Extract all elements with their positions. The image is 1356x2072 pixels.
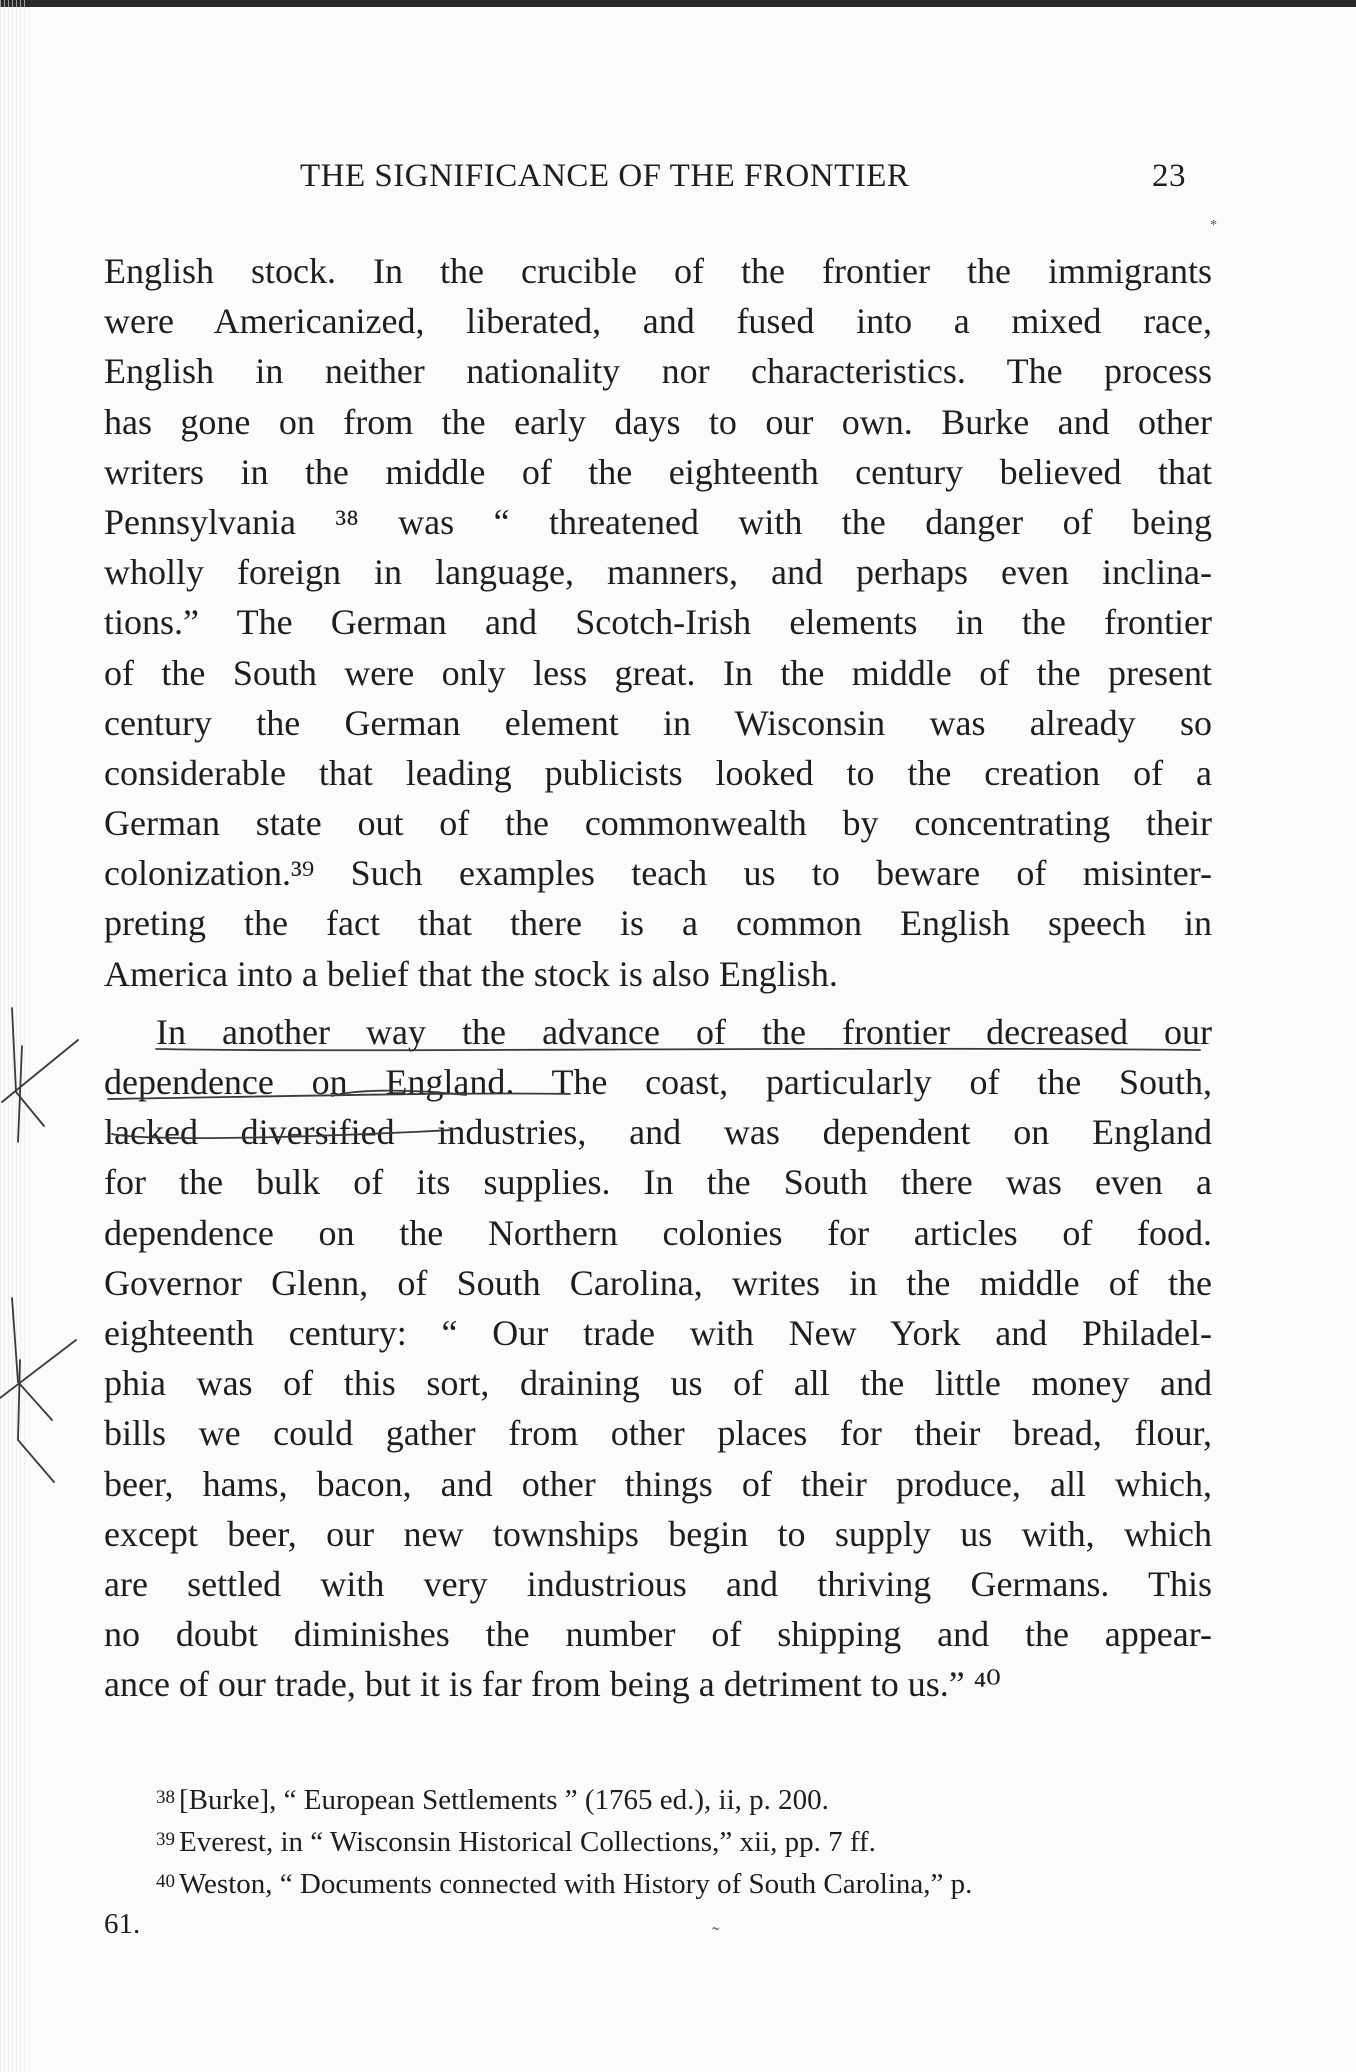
text-line: English stock. In the crucible of the frontier the immigrants [104, 251, 1212, 291]
text-line: wholly foreign in language, manners, and perhaps even inclina- [104, 552, 1212, 593]
body-text [104, 246, 1212, 1709]
footnote-text: Weston, “ Documents connected with History of South Carolina,” p. [179, 1868, 973, 1900]
text-line: German state out of the commonwealth by concentrating their [104, 803, 1212, 844]
text-line: Governor Glenn, of South Carolina, writes in the middle of the [104, 1262, 1212, 1303]
paragraph-gap [104, 999, 1212, 1007]
text-line: dependence on the Northern colonies for articles of food. [104, 1212, 1212, 1253]
text-line: America into a belief that the stock is also English. [104, 953, 838, 994]
text-line: considerable that leading publicists looked to the creation of a [104, 752, 1212, 793]
text-line: for the bulk of its supplies. In the South there was even a [104, 1162, 1212, 1203]
text-line: bills we could gather from other places for their bread, flour, [104, 1413, 1212, 1454]
text-line: tions.” The German and Scotch-Irish elements in the frontier [104, 602, 1212, 643]
footnotes [104, 1778, 1212, 1944]
text-line: of the South were only less great. In the middle of the present [104, 652, 1212, 693]
running-title: THE SIGNIFICANCE OF THE FRONTIER [300, 158, 910, 194]
footnote-number: 40 [156, 1871, 175, 1892]
footnote [104, 1820, 1212, 1862]
footnote-continuation [104, 1904, 1212, 1944]
text-line: writers in the middle of the eighteenth century believed that [104, 451, 1212, 492]
footnote-number: 39 [156, 1829, 175, 1850]
footnote-number: 38 [156, 1787, 175, 1808]
text-line: English in neither nationality nor characteristics. The process [104, 351, 1212, 392]
text-line: beer, hams, bacon, and other things of their produce, all which, [104, 1463, 1212, 1504]
page-header [0, 150, 1356, 210]
stray-ink-mark: * [1210, 218, 1217, 233]
text-line: were Americanized, liberated, and fused into a mixed race, [104, 301, 1212, 342]
text-line: eighteenth century: “ Our trade with New York and Philadel- [104, 1312, 1212, 1353]
text-line: are settled with very industrious and thriving Germans. This [104, 1563, 1212, 1604]
footnote-text: [Burke], “ European Settlements ” (1765 ed.), ii, p. 200. [179, 1784, 829, 1816]
top-edge-rule [0, 0, 1356, 7]
text-line: lacked diversified industries, and was dependent on England [104, 1112, 1212, 1153]
text-line: dependence on England. The coast, particularly of the South, [104, 1062, 1212, 1102]
text-line: except beer, our new townships begin to supply us with, which [104, 1513, 1212, 1554]
text-line: colonization.³⁹ Such examples teach us to beware of misinter- [104, 853, 1212, 894]
footnote-text: Everest, in “ Wisconsin Historical Collections,” xii, pp. 7 ff. [179, 1826, 876, 1858]
page-number: 23 [1152, 158, 1186, 194]
text-line: Pennsylvania ³⁸ was “ threatened with the danger of being [104, 501, 1212, 542]
footnote-text: 61. [104, 1908, 141, 1940]
text-line: has gone on from the early days to our own. Burke and other [104, 401, 1212, 442]
text-line: phia was of this sort, draining us of all the little money and [104, 1363, 1212, 1404]
stray-pencil-mark: ˜ [712, 1922, 720, 1947]
footnote [104, 1778, 1212, 1820]
text-line: preting the fact that there is a common English speech in [104, 903, 1212, 944]
gutter-shadow [0, 0, 26, 2072]
footnote [104, 1862, 1212, 1904]
text-line: century the German element in Wisconsin was already so [104, 702, 1212, 743]
text-line: ance of our trade, but it is far from being a detriment to us.” ⁴⁰ [104, 1664, 1001, 1705]
text-line: In another way the advance of the frontier decreased our [156, 1011, 1212, 1052]
text-line: no doubt diminishes the number of shipping and the appear- [104, 1614, 1212, 1655]
